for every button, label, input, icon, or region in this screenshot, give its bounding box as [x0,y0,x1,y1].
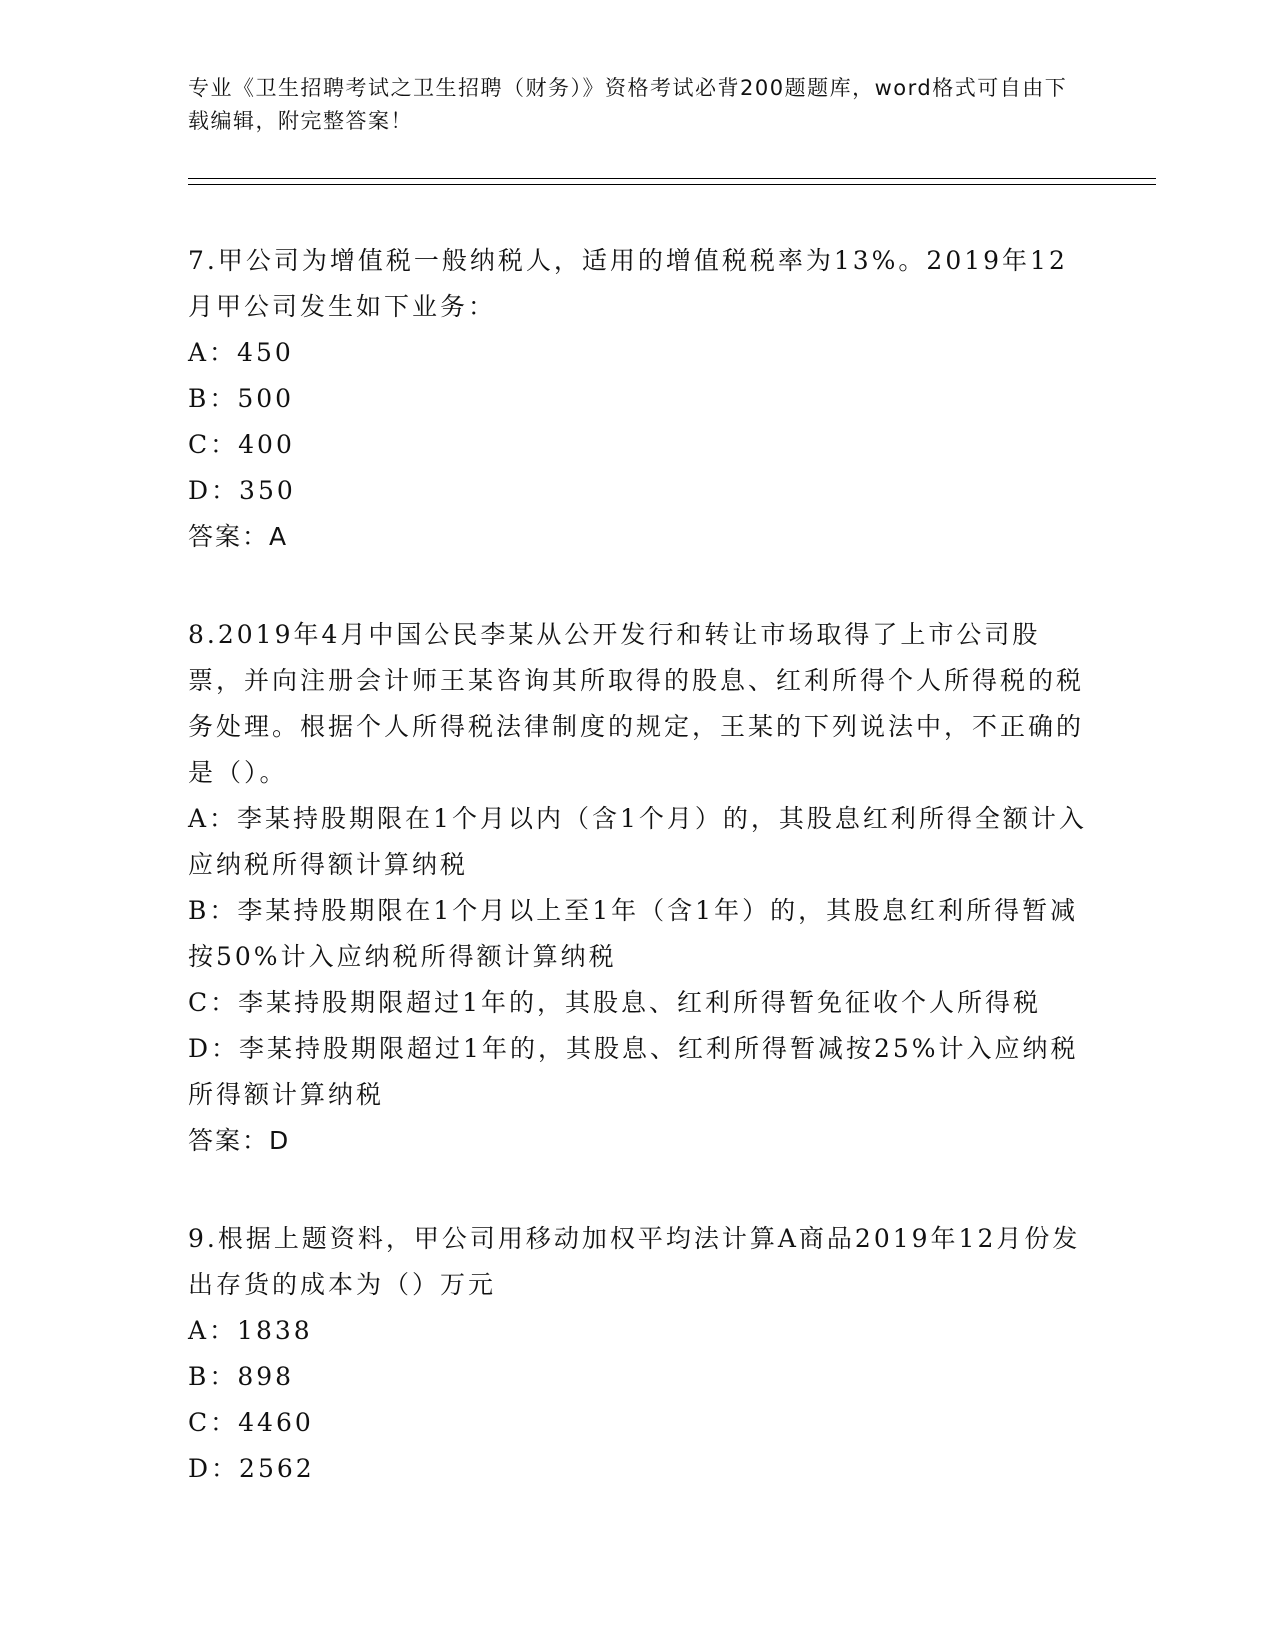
question-8 [188,612,1088,1164]
option-c: C：4460 [188,1408,314,1437]
answer-line [188,514,1088,560]
answer-value: A [269,522,289,551]
question-list [188,238,1088,1544]
answer-label: 答案： [188,1126,270,1155]
option-d: D：李某持股期限超过1年的，其股息、红利所得暂减按25%计入应纳税所得额计算纳税 [188,1034,1079,1109]
answer-label: 答案： [188,522,270,551]
question-9 [188,1216,1088,1492]
option-d: D：350 [188,476,296,505]
header-divider-top [188,178,1156,179]
question-text: 8.2019年4月中国公民李某从公开发行和转让市场取得了上市公司股票，并向注册会计师王某咨询其所取得的股息、红利所得个人所得税的税务处理。根据个人所得税法律制度的规定，王某的下列说法中，不正确的是（）。 [188,620,1085,787]
header-divider-bottom [188,184,1156,185]
option-a: A：450 [188,338,294,367]
option-c: C：400 [188,430,295,459]
option-c: C：李某持股期限超过1年的，其股息、红利所得暂免征收个人所得税 [188,988,1042,1017]
answer-line [188,1118,1088,1164]
option-b: B：500 [188,384,295,413]
option-b: B：898 [188,1362,295,1391]
option-a: A：李某持股期限在1个月以内（含1个月）的，其股息红利所得全额计入应纳税所得额计算纳税 [188,804,1087,879]
question-text: 9.根据上题资料，甲公司用移动加权平均法计算A商品2019年12月份发出存货的成本为（）万元 [188,1224,1081,1299]
option-d: D：2562 [188,1454,315,1483]
question-7 [188,238,1088,560]
question-text: 7.甲公司为增值税一般纳税人，适用的增值税税率为13%。2019年12月甲公司发生如下业务： [188,246,1068,321]
option-a: A：1838 [188,1316,313,1345]
document-header [188,72,1088,138]
header-title: 专业《卫生招聘考试之卫生招聘（财务）》资格考试必背200题题库，word格式可自由下载编辑，附完整答案！ [188,76,1068,133]
answer-value: D [269,1126,291,1155]
option-b: B：李某持股期限在1个月以上至1年（含1年）的，其股息红利所得暂减按50%计入应纳税所得额计算纳税 [188,896,1079,971]
